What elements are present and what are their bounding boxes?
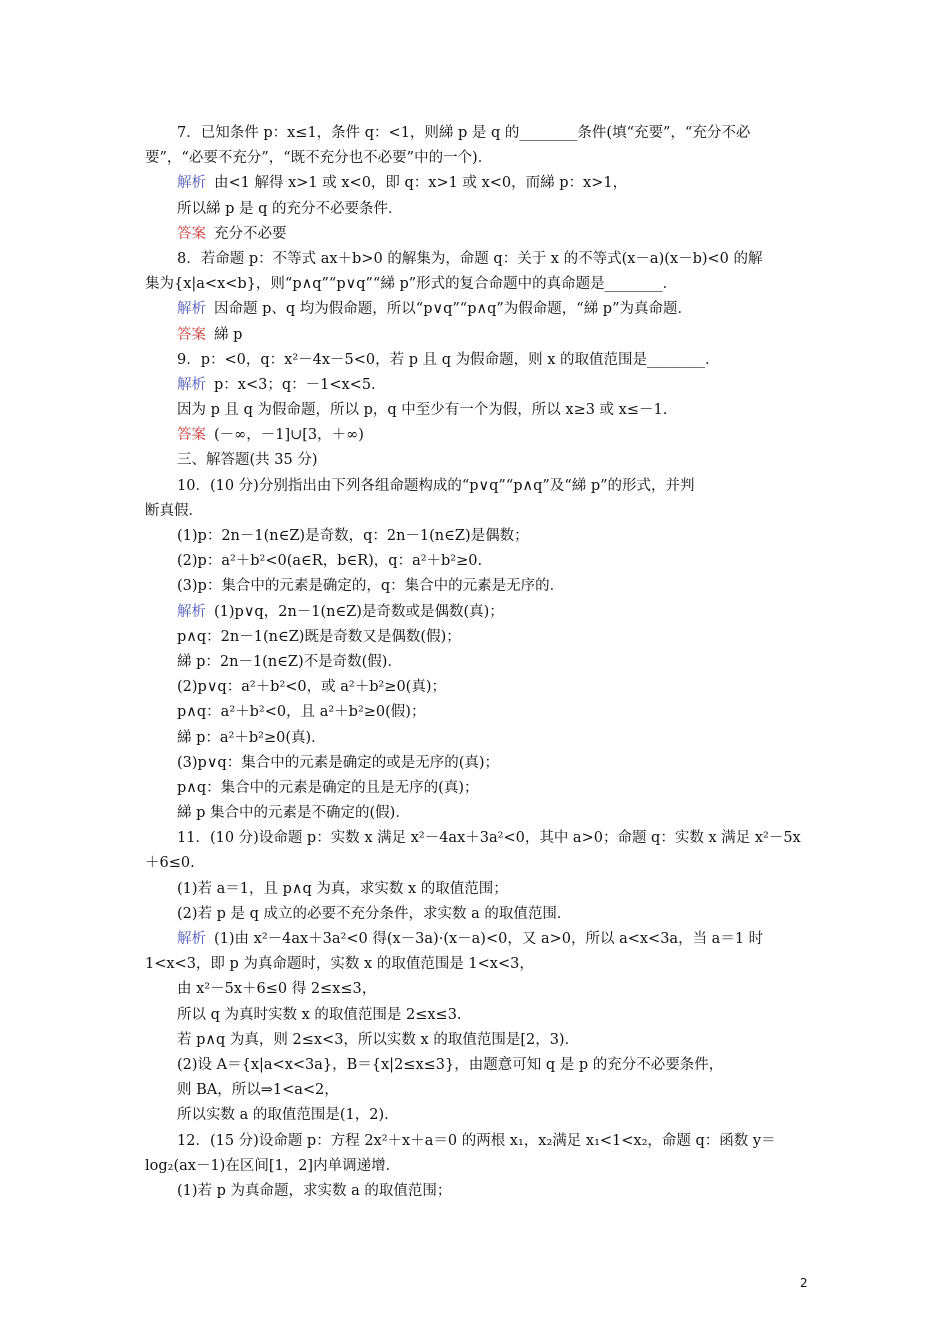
line-text: 綈 p：2n－1(n∈Z)不是奇数(假)．	[177, 653, 402, 670]
text-line	[145, 927, 813, 952]
line-text: 12．(15 分)设命题 p：方程 2x²＋x＋a＝0 的两根 x₁，x₂满足 x₁<1<x₂，命题 q：函数 y＝	[177, 1132, 776, 1149]
line-text: ＋6≤0.	[145, 855, 195, 872]
line-text: 三、解答题(共 35 分)	[177, 452, 318, 469]
line-text: 1<x<3，即 p 为真命题时，实数 x 的取值范围是 1<x<3，	[145, 956, 534, 973]
line-text: (2)p∨q：a²＋b²<0，或 a²＋b²≥0(真)；	[177, 679, 446, 696]
line-text: p∧q：a²＋b²<0，且 a²＋b²≥0(假)；	[177, 704, 426, 721]
text-line	[145, 499, 813, 524]
line-text: 所以 q 为真时实数 x 的取值范围是 2≤x≤3.	[177, 1006, 462, 1023]
analysis-label: 解析	[177, 603, 206, 620]
text-line	[145, 197, 813, 222]
line-text: 10．(10 分)分别指出由下列各组命题构成的“p∨q”“p∧q”及“綈 p”的形式，并判	[177, 477, 695, 494]
page-number: 2	[800, 1276, 808, 1290]
text-line	[145, 726, 813, 751]
text-line	[145, 1003, 813, 1028]
text-line	[145, 448, 813, 473]
line-text: 则 BA，所以⇒1<a<2，	[177, 1082, 339, 1099]
line-text: 因为 p 且 q 为假命题，所以 p，q 中至少有一个为假，所以 x≥3 或 x≤－1.	[177, 402, 668, 419]
line-text: 所以实数 a 的取值范围是(1，2)．	[177, 1107, 399, 1124]
line-text: 所以綈 p 是 q 的充分不必要条件．	[177, 200, 403, 217]
text-line	[145, 524, 813, 549]
text-line	[145, 574, 813, 599]
analysis-label: 解析	[177, 931, 206, 947]
text-line	[145, 146, 813, 171]
text-line	[145, 297, 813, 322]
line-text: 綈 p：a²＋b²≥0(真)．	[177, 729, 326, 746]
text-line	[145, 902, 813, 927]
line-text: 充分不必要	[214, 225, 287, 242]
answer-label: 答案	[177, 427, 206, 444]
line-text: (3)p∨q：集合中的元素是确定的或是无序的(真)；	[177, 754, 500, 771]
text-line	[145, 751, 813, 776]
line-text: (3)p：集合中的元素是确定的，q：集合中的元素是无序的．	[177, 578, 565, 595]
text-line	[145, 323, 813, 348]
text-line	[145, 600, 813, 625]
line-text: log₂(ax－1)在区间[1，2]内单调递增．	[145, 1157, 401, 1174]
line-text: 8．若命题 p：不等式 ax＋b>0 的解集为，命题 q：关于 x 的不等式(x－a)(x－b)<0 的解	[177, 250, 763, 267]
text-line	[145, 1179, 813, 1204]
text-line	[145, 851, 813, 876]
line-text: 集为{x|a<x<b}，则“p∧q”“p∨q”“綈 p”形式的复合命题中的真命题是________．	[145, 276, 678, 293]
text-line	[145, 801, 813, 826]
line-text: 7．已知条件 p：x≤1，条件 q：<1，则綈 p 是 q 的________条件(填“充要”，“充分不必	[177, 125, 751, 141]
text-line	[145, 952, 813, 977]
line-text: (－∞，－1]∪[3，＋∞)	[214, 427, 364, 444]
line-text: p∧q：集合中的元素是确定的且是无序的(真)；	[177, 779, 479, 796]
text-line	[145, 121, 813, 146]
text-line	[145, 776, 813, 801]
line-text: 11．(10 分)设命题 p：实数 x 满足 x²－4ax＋3a²<0，其中 a>0；命题 q：实数 x 满足 x²－5x	[177, 830, 801, 847]
line-text: 若 p∧q 为真，则 2≤x<3，所以实数 x 的取值范围是[2，3)．	[177, 1031, 580, 1048]
text-line	[145, 272, 813, 297]
text-line	[145, 423, 813, 448]
line-text: 9．p：<0，q：x²－4x－5<0，若 p 且 q 为假命题，则 x 的取值范围是________．	[177, 351, 720, 368]
text-line	[145, 1028, 813, 1053]
line-text: 綈 p	[214, 326, 243, 343]
analysis-label: 解析	[177, 175, 206, 192]
text-line	[145, 398, 813, 423]
text-line	[145, 675, 813, 700]
text-line	[145, 1078, 813, 1103]
text-line	[145, 247, 813, 272]
text-line	[145, 474, 813, 499]
text-line	[145, 1129, 813, 1154]
text-line	[145, 826, 813, 851]
text-line	[145, 549, 813, 574]
line-text: (1)由 x²－4ax＋3a²<0 得(x－3a)·(x－a)<0，又 a>0，所以 a<x<3a，当 a＝1 时	[214, 931, 764, 947]
line-text: (2)p：a²＋b²<0(a∈R，b∈R)，q：a²＋b²≥0.	[177, 553, 483, 570]
analysis-label: 解析	[177, 301, 206, 318]
text-line	[145, 700, 813, 725]
line-text: (1)p∨q，2n－1(n∈Z)是奇数或是偶数(真)；	[214, 603, 504, 620]
line-text: 由<1 解得 x>1 或 x<0，即 q：x>1 或 x<0，而綈 p：x>1，	[214, 175, 628, 192]
text-line	[145, 348, 813, 373]
text-line	[145, 1154, 813, 1179]
page-content	[145, 121, 813, 1204]
line-text: (2)若 p 是 q 成立的必要不充分条件，求实数 a 的取值范围．	[177, 905, 572, 922]
line-text: (1)若 a＝1，且 p∧q 为真，求实数 x 的取值范围；	[177, 880, 508, 897]
answer-label: 答案	[177, 225, 206, 242]
line-text: 因命题 p、q 均为假命题，所以“p∨q”“p∧q”为假命题，“綈 p”为真命题．	[214, 301, 693, 318]
line-text: 綈 p 集合中的元素是不确定的(假)．	[177, 805, 410, 822]
line-text: p∧q：2n－1(n∈Z)既是奇数又是偶数(假)；	[177, 628, 461, 645]
text-line	[145, 877, 813, 902]
line-text: (1)p：2n－1(n∈Z)是奇数，q：2n－1(n∈Z)是偶数；	[177, 528, 529, 544]
text-line	[145, 650, 813, 675]
text-line	[145, 1103, 813, 1128]
line-text: 要”，“必要不充分”，“既不充分也不必要”中的一个)．	[145, 150, 493, 167]
text-line	[145, 1053, 813, 1078]
text-line	[145, 171, 813, 196]
text-line	[145, 373, 813, 398]
line-text: 断真假．	[145, 502, 203, 519]
line-text: p：x<3；q：－1<x<5.	[214, 376, 376, 393]
analysis-label: 解析	[177, 376, 206, 393]
text-line	[145, 222, 813, 247]
answer-label: 答案	[177, 326, 206, 343]
text-line	[145, 625, 813, 650]
line-text: (2)设 A＝{x|a<x<3a}，B＝{x|2≤x≤3}，由题意可知 q 是 p 的充分不必要条件，	[177, 1056, 724, 1073]
text-line	[145, 977, 813, 1002]
line-text: 由 x²－5x＋6≤0 得 2≤x≤3，	[177, 981, 377, 998]
line-text: (1)若 p 为真命题，求实数 a 的取值范围；	[177, 1182, 452, 1199]
